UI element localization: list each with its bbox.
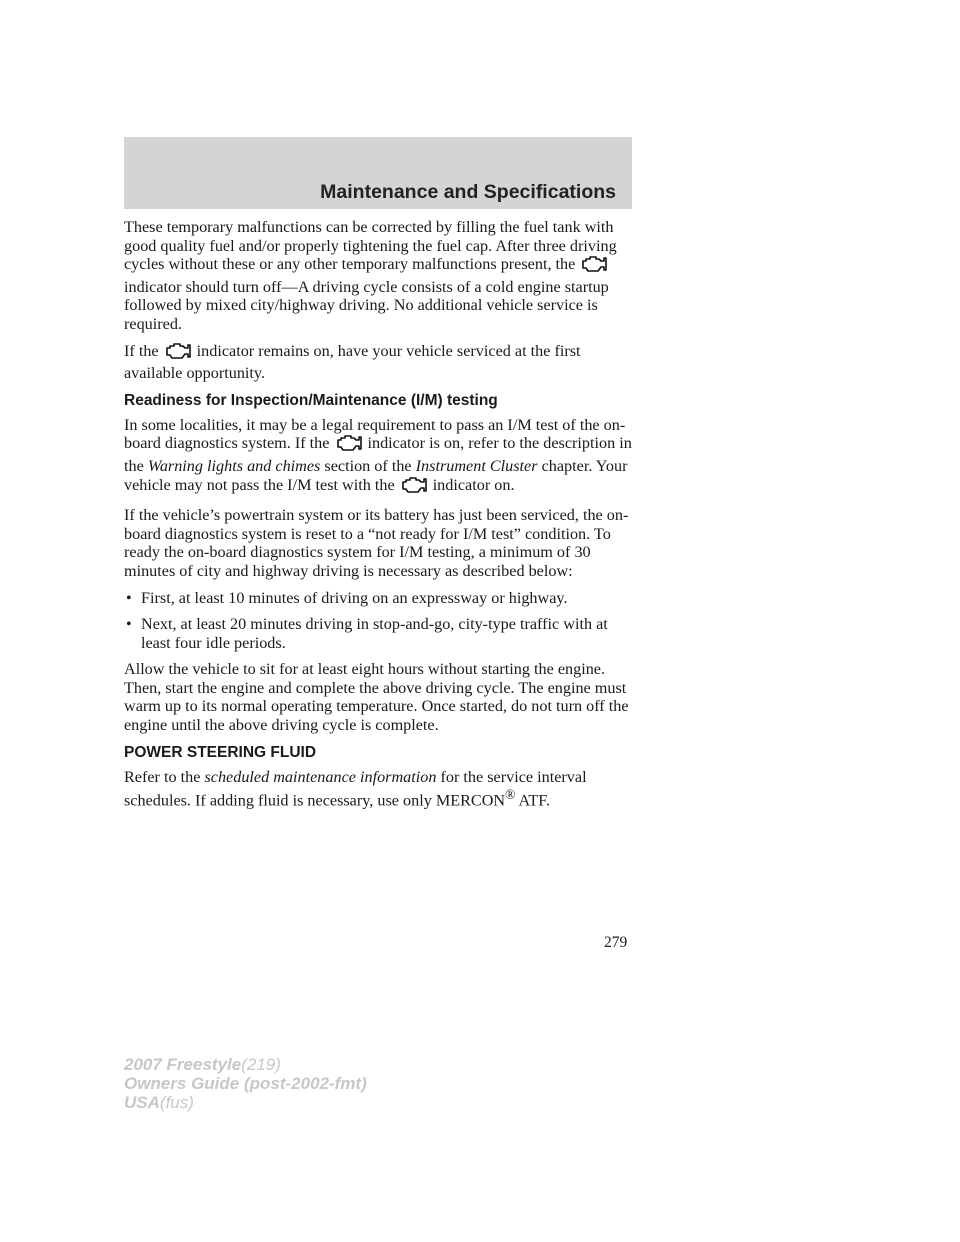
check-engine-icon bbox=[401, 476, 427, 499]
check-engine-icon bbox=[165, 342, 191, 365]
check-engine-icon bbox=[336, 434, 362, 457]
heading-im-testing: Readiness for Inspection/Maintenance (I/M) testing bbox=[124, 391, 498, 409]
paragraph-indicator-remains: If the indicator remains on, have your vehicle serviced at the first available opportunity. bbox=[124, 341, 581, 383]
reference-instrument-cluster: Instrument Cluster bbox=[415, 456, 538, 475]
check-engine-icon bbox=[581, 255, 607, 278]
registered-mark: ® bbox=[505, 787, 516, 803]
driving-steps-list bbox=[124, 589, 636, 653]
section-title: Maintenance and Specifications bbox=[320, 181, 616, 203]
paragraph-allow-vehicle: Allow the vehicle to sit for at least eight hours without starting the engine. Then, start the engine and complete the above driving cycle. The engine must warm up to its normal operating temperature. Once started, do not turn off the engine until the above driving cycle is complete. bbox=[124, 660, 629, 735]
paragraph-powertrain-reset: If the vehicle’s powertrain system or its battery has just been serviced, the on-board diagnostics system is reset to a “not ready for I/M test” condition. To ready the on-board diagnostics system for I/M testing, a minimum of 30 minutes of city and highway driving is necessary as described below: bbox=[124, 506, 629, 580]
heading-power-steering: POWER STEERING FLUID bbox=[124, 743, 317, 761]
page-number: 279 bbox=[604, 934, 628, 951]
paragraph-power-steering: Refer to the scheduled maintenance information for the service interval schedules. If adding fluid is necessary, use only MERCON® ATF. bbox=[124, 767, 587, 810]
reference-warning-lights: Warning lights and chimes bbox=[147, 456, 321, 475]
paragraph-im-test: In some localities, it may be a legal requirement to pass an I/M test of the on-board diagnostics system. If the indicator is on, refer to the description in the Warning lights and chimes section of the Instrument Cluster chapter. Your vehicle may not pass the I/M test with the indicator on. bbox=[124, 416, 636, 498]
footer-watermark: 2007 Freestyle(219) Owners Guide (post-2002-fmt) USA(fus) bbox=[124, 1055, 367, 1112]
list-item: • Next, at least 20 minutes driving in stop-and-go, city-type traffic with at least four idle periods. bbox=[126, 615, 608, 652]
page-content bbox=[124, 218, 636, 818]
reference-scheduled-maintenance: scheduled maintenance information bbox=[204, 767, 437, 786]
section-header-band bbox=[124, 137, 632, 209]
list-item: • First, at least 10 minutes of driving on an expressway or highway. bbox=[126, 588, 568, 607]
paragraph-temporary-malfunctions: These temporary malfunctions can be corrected by filling the fuel tank with good quality fuel and/or properly tightening the fuel cap. After three driving cycles without these or any other temporary malfunctions present, the indicator should turn off—A driving cycle consists of a cold engine startup followed by mixed city/highway driving. No additional vehicle service is required. bbox=[124, 218, 617, 333]
